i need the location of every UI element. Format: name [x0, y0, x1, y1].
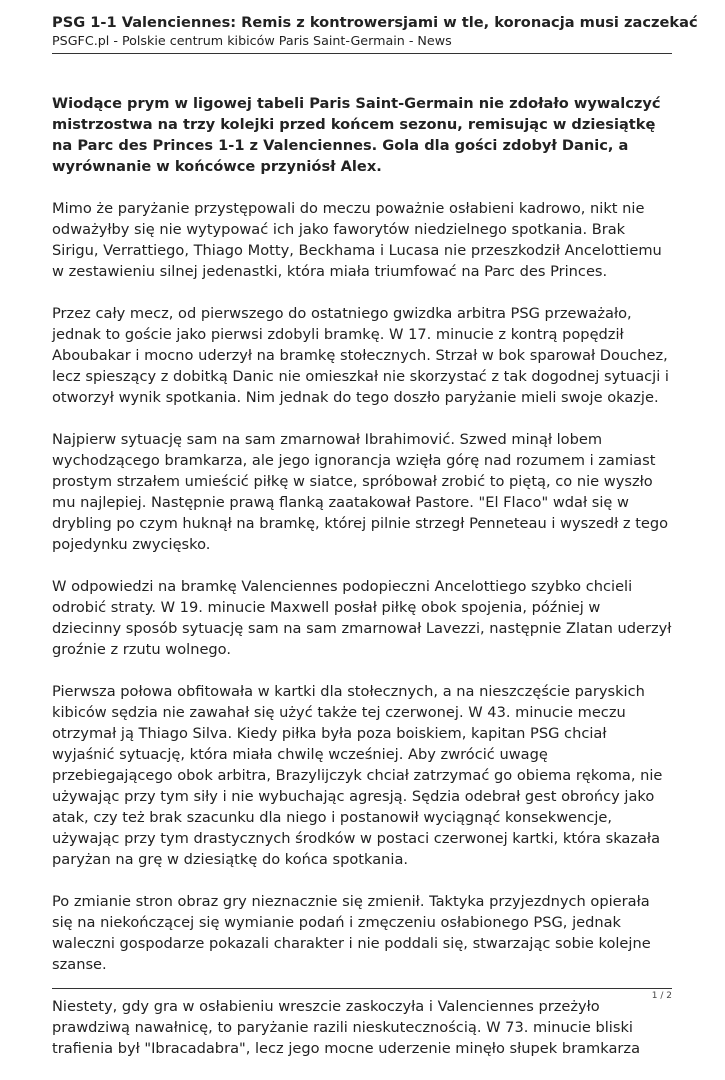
article-paragraph: Po zmianie stron obraz gry nieznacznie się zmienił. Taktyka przyjezdnych opierała się na niekończącej się wymianie podań i zmęczeniu osłabionego PSG, jednak waleczni gospodarze pokazali charakter i nie poddali się, stwarzając sobie kolejne szanse.	[52, 893, 651, 973]
article-paragraph: Najpierw sytuację sam na sam zmarnował Ibrahimović. Szwed minął lobem wychodzącego bramkarza, ale jego ignorancja wzięła górę nad rozumem i zamiast prostym strzałem umieścić piłkę w siatce, spróbował zrobić to piętą, co nie wyszło mu najlepiej. Następnie prawą flanką zaatakował Pastore. "El Flaco" wdał się w drybling po czym huknął na bramkę, której pilnie strzegł Penneteau i wyszedł z tego pojedynku zwycięsko.	[52, 431, 669, 553]
header-divider	[52, 53, 672, 54]
article-title: PSG 1-1 Valenciennes: Remis z kontrowersjami w tle, koronacja musi zaczekać	[52, 14, 698, 31]
article-body	[52, 93, 678, 1080]
site-subtitle: PSGFC.pl - Polskie centrum kibiców Paris Saint-Germain - News	[52, 33, 452, 48]
page-header	[52, 13, 698, 49]
article-paragraph: Przez cały mecz, od pierwszego do ostatniego gwizdka arbitra PSG przeważało, jednak to goście jako pierwsi zdobyli bramkę. W 17. minucie z kontrą popędził Aboubakar i mocno uderzył na bramkę stołecznych. Strzał w bok sparował Douchez, lecz spieszący z dobitką Danic nie omieszkał nie skorzystać z tak dogodnej sytuacji i otworzył wynik spotkania. Nim jednak do tego doszło paryżanie mieli swoje okazje.	[52, 305, 669, 406]
footer-divider	[52, 988, 672, 989]
article-paragraph: Mimo że paryżanie przystępowali do meczu poważnie osłabieni kadrowo, nikt nie odważyłby się nie wytypować ich jako faworytów niedzielnego spotkania. Brak Sirigu, Verrattiego, Thiago Motty, Beckhama i Lucasa nie przeszkodził Ancelottiemu w zestawieniu silnej jedenastki, która miała triumfować na Parc des Princes.	[52, 200, 662, 280]
article-paragraph: Niestety, gdy gra w osłabieniu wreszcie zaskoczyła i Valenciennes przeżyło prawdziwą nawałnicę, to paryżanie razili nieskutecznością. W 73. minucie bliski trafienia był "Ibracadabra", lecz jego mocne uderzenie minęło słupek bramkarza	[52, 998, 641, 1057]
article-paragraph: W odpowiedzi na bramkę Valenciennes podopieczni Ancelottiego szybko chcieli odrobić straty. W 19. minucie Maxwell posłał piłkę obok spojenia, później w dziecinny sposób sytuację sam na sam zmarnował Lavezzi, następnie Zlatan uderzył groźnie z rzutu wolnego.	[52, 578, 672, 658]
page-number: 1 / 2	[651, 991, 672, 1001]
article-lead: Wiodące prym w ligowej tabeli Paris Saint-Germain nie zdołało wywalczyć mistrzostwa na trzy kolejki przed końcem sezonu, remisując w dziesiątkę na Parc des Princes 1-1 z Valenciennes. Gola dla gości zdobył Danic, a wyrównanie w końcówce przyniósł Alex.	[52, 95, 661, 175]
article-paragraph: Pierwsza połowa obfitowała w kartki dla stołecznych, a na nieszczęście paryskich kibiców sędzia nie zawahał się użyć także tej czerwonej. W 43. minucie meczu otrzymał ją Thiago Silva. Kiedy piłka była poza boiskiem, kapitan PSG chciał wyjaśnić sytuację, która miała chwilę wcześniej. Aby zwrócić uwagę przebiegającego obok arbitra, Brazylijczyk chciał zatrzymać go obiema rękoma, nie używając przy tym siły i nie wybuchając agresją. Sędzia odebrał gest obrońcy jako atak, czy też brak szacunku dla niego i postanowił wyciągnąć konsekwencje, używając przy tym drastycznych środków w postaci czerwonej kartki, która skazała paryżan na grę w dziesiątkę do końca spotkania.	[52, 683, 663, 868]
